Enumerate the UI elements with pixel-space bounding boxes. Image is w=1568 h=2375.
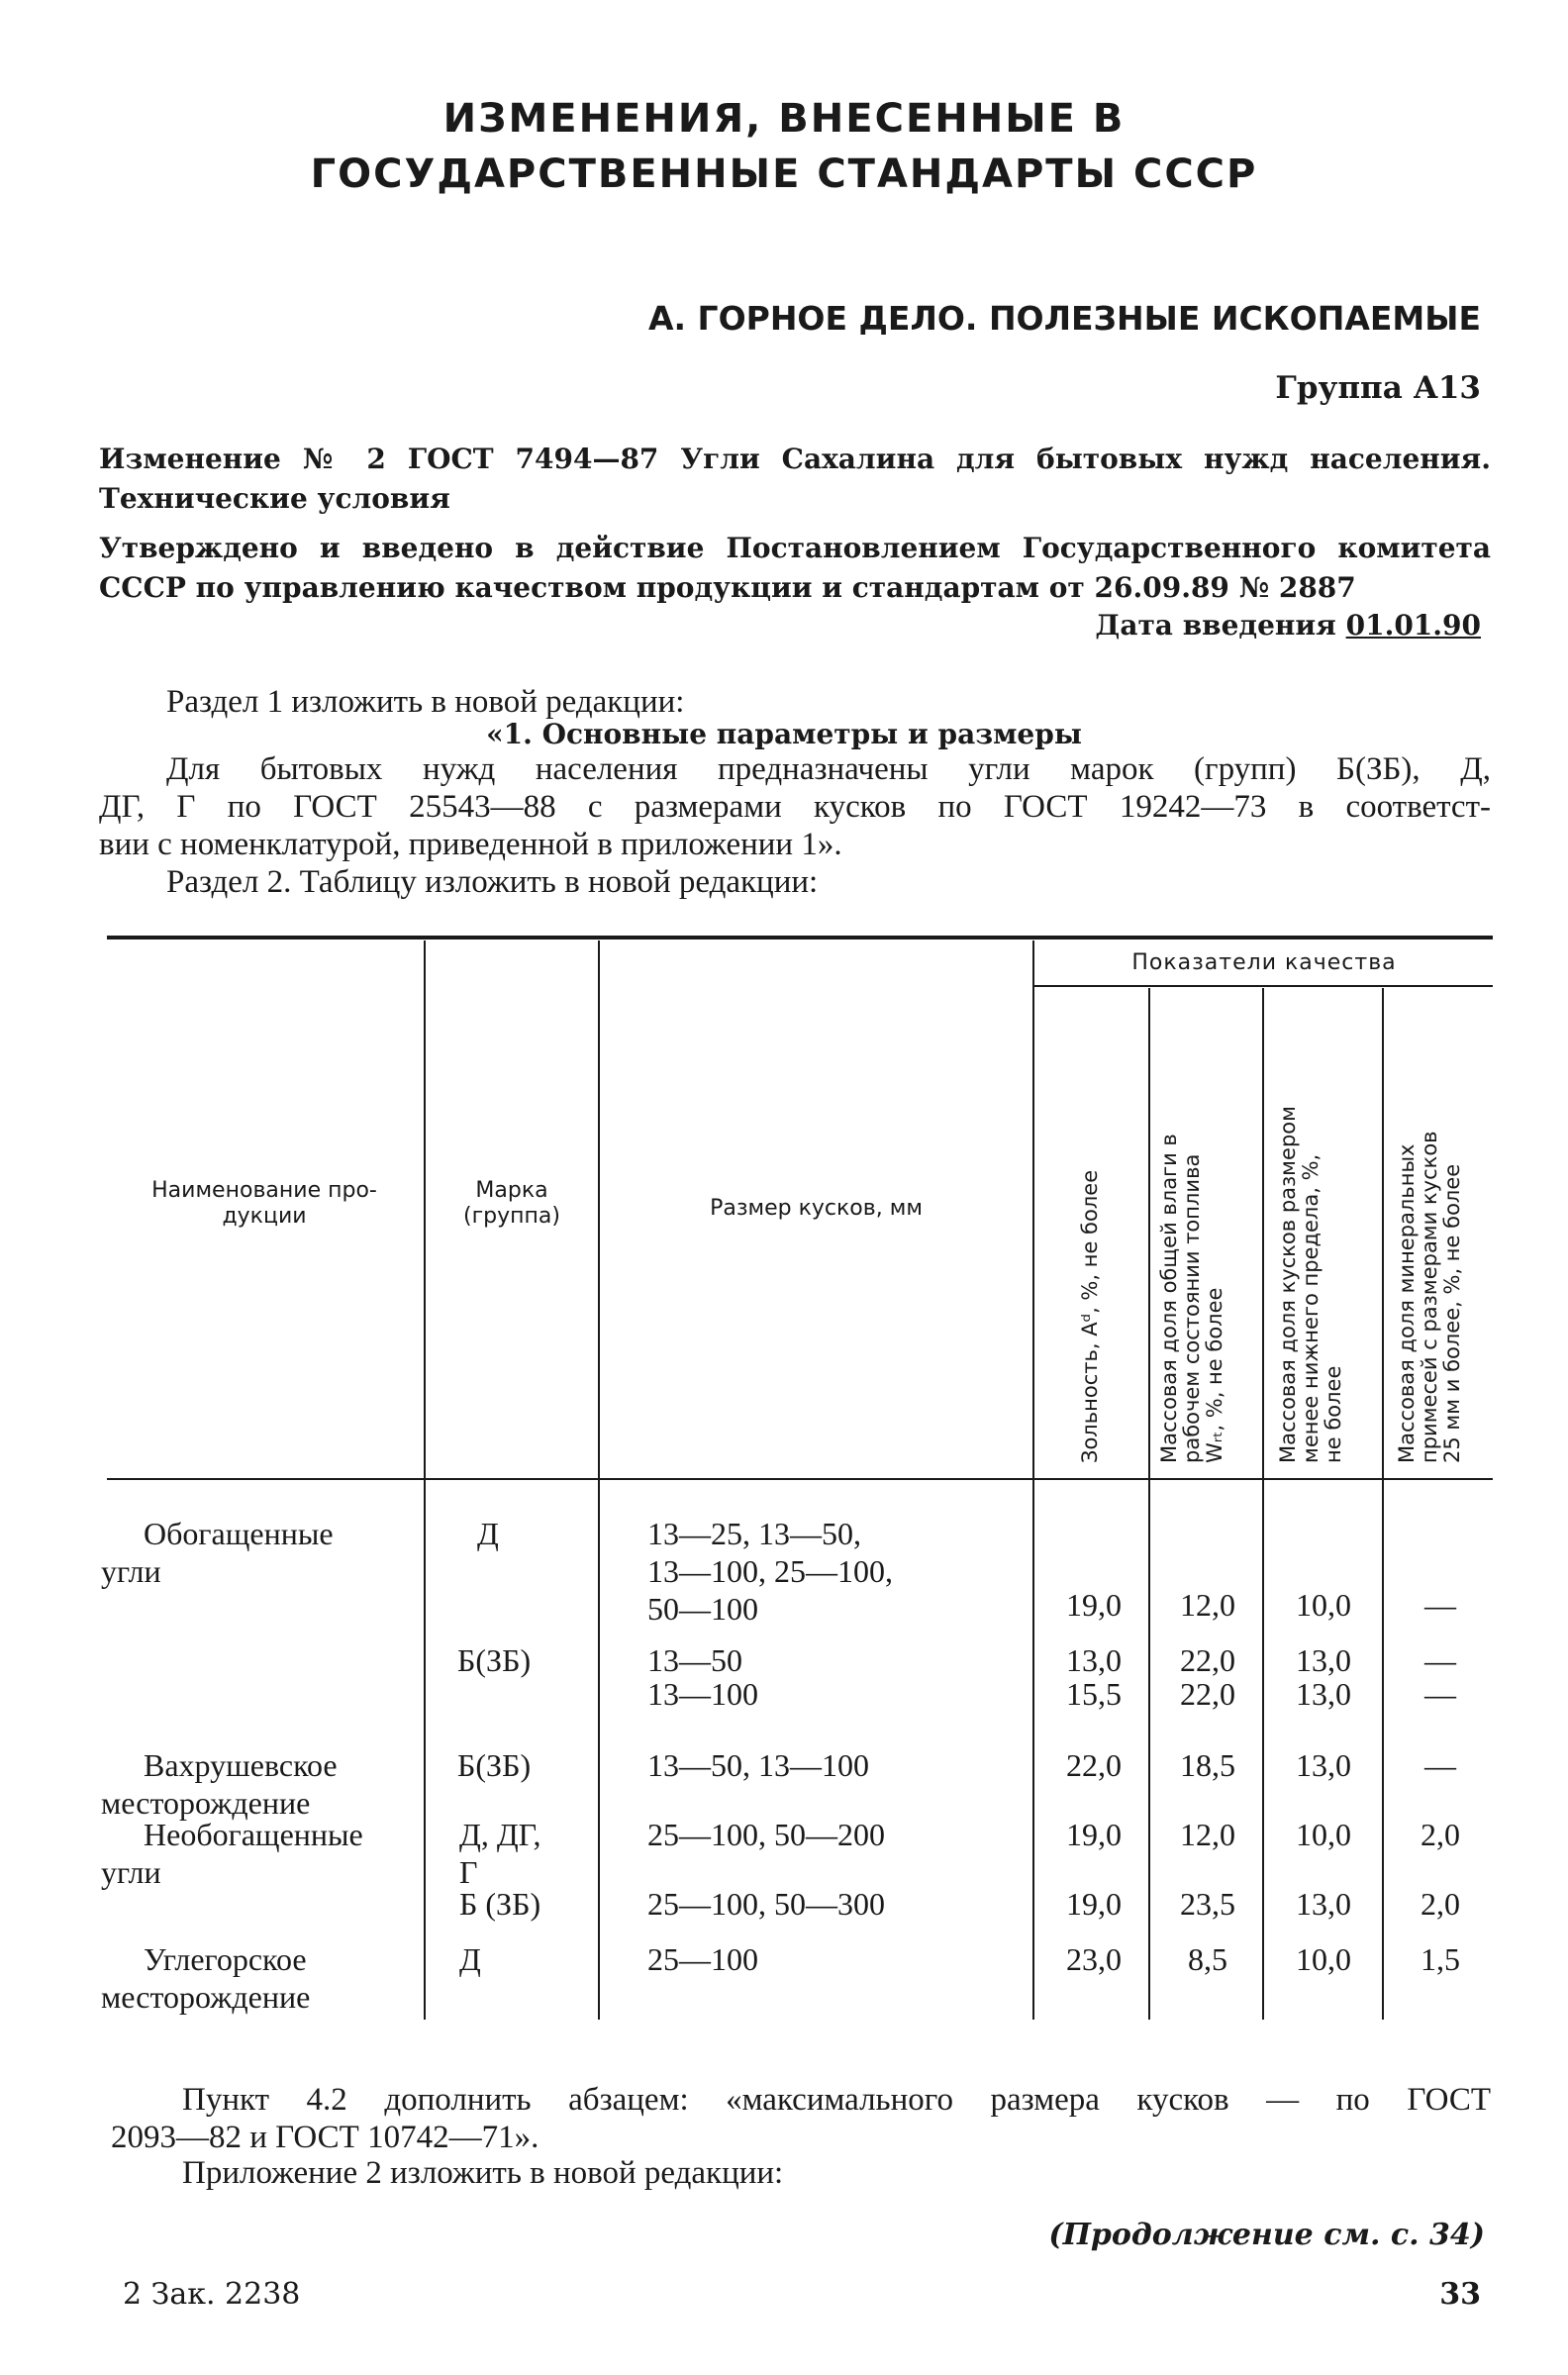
paragraph-2-line-2: ДГ, Г по ГОСТ 25543—88 с размерами кусков по ГОСТ 19242—73 в соответст- (99, 789, 1491, 825)
header-undersize-line-2: менее нижнего предела, %, (1299, 1153, 1323, 1463)
table-row-1-size-line-2: 13—100, 25—100, (647, 1553, 893, 1589)
order-number: 2 Зак. 2238 (123, 2277, 301, 2312)
table-col-divider-4 (1148, 988, 1150, 2020)
table-row-7-name (101, 1940, 311, 2016)
table-row-7-grade: Д (459, 1941, 481, 1977)
header-quality-indicators: Показатели качества (1131, 950, 1397, 975)
table-row-7-mineral: 1,5 (1421, 1941, 1460, 1977)
table-col-divider-6 (1382, 988, 1384, 2020)
table-row-7-moisture: 8,5 (1188, 1941, 1227, 1977)
page-title-line-1: ИЗМЕНЕНИЯ, ВНЕСЕННЫЕ В (442, 96, 1126, 142)
table-row-2-grade: Б(ЗБ) (457, 1642, 532, 1678)
table-row-4-moisture: 18,5 (1180, 1747, 1235, 1783)
header-undersize-line-1: Массовая доля кусков размером (1276, 1106, 1300, 1463)
table-row-5-undersize: 10,0 (1296, 1817, 1351, 1852)
paragraph-section-1: Раздел 1 изложить в новой редакции: (166, 684, 685, 720)
change-title-line-2: Технические условия (99, 482, 450, 515)
header-product-name-line-1: Наименование про- (151, 1178, 377, 1203)
table-row-1-name-line-2: угли (101, 1553, 161, 1589)
table-row-4-grade: Б(ЗБ) (457, 1747, 532, 1783)
table-group-rule (1033, 985, 1493, 987)
table-row-5-name-line-1: Необогащенные (144, 1817, 363, 1852)
table-row-6-undersize: 13,0 (1296, 1886, 1351, 1922)
table-row-5-mineral: 2,0 (1421, 1817, 1460, 1852)
table-col-divider-5 (1262, 988, 1264, 2020)
header-product-name-line-2: дукции (222, 1204, 307, 1229)
header-grade (426, 1178, 598, 1230)
table-row-7-name-line-2: месторождение (101, 1979, 311, 2015)
header-undersize-line-3: не более (1322, 1365, 1345, 1463)
table-row-3-size: 13—100 (647, 1676, 758, 1712)
page-number: 33 (1439, 2277, 1481, 2312)
header-moisture (1158, 1134, 1226, 1463)
table-row-3-ash: 15,5 (1066, 1676, 1122, 1712)
table-row-5-grade-line-2: Г (459, 1854, 478, 1890)
header-ash: Зольность, Aᵈ, %, не более (1078, 1169, 1102, 1463)
paragraph-5: Приложение 2 изложить в новой редакции: (182, 2155, 784, 2191)
change-title-line-1: Изменение № 2 ГОСТ 7494—87 Угли Сахалина для бытовых нужд населения. (99, 443, 1491, 475)
table-col-divider-1 (424, 940, 426, 2020)
continuation-note: (Продолжение см. с. 34) (1048, 2218, 1485, 2252)
header-moisture-line-3: Wᵣₜ, %, не более (1203, 1287, 1226, 1463)
table-header-rule (107, 1478, 1493, 1480)
table-row-1-name-line-1: Обогащенные (144, 1516, 334, 1551)
table-row-4-ash: 22,0 (1066, 1747, 1122, 1783)
table-row-6-size: 25—100, 50—300 (647, 1886, 885, 1922)
table-row-4-size: 13—50, 13—100 (647, 1747, 869, 1783)
table-row-5-grade-line-1: Д, ДГ, (459, 1817, 541, 1852)
table-col-divider-2 (598, 940, 600, 2020)
effective-date-label: Дата введения (1095, 609, 1336, 642)
approval-line-2: СССР по управлению качеством продукции и стандартам от 26.09.89 № 2887 (99, 571, 1356, 604)
group-label: Группа А13 (1275, 370, 1481, 406)
table-row-7-ash: 23,0 (1066, 1941, 1122, 1977)
table-row-1-undersize: 10,0 (1296, 1587, 1351, 1623)
header-moisture-line-1: Массовая доля общей влаги в (1157, 1134, 1181, 1463)
header-grade-line-2: (группа) (463, 1204, 560, 1229)
table-row-5-grade (459, 1816, 541, 1891)
table-row-1-moisture: 12,0 (1180, 1587, 1235, 1623)
table-row-1-mineral: — (1424, 1587, 1456, 1623)
table-row-7-name-line-1: Углегорское (144, 1941, 307, 1977)
table-row-6-moisture: 23,5 (1180, 1886, 1235, 1922)
table-top-rule (107, 936, 1493, 940)
table-row-2-ash: 13,0 (1066, 1642, 1122, 1678)
table-row-2-mineral: — (1424, 1642, 1456, 1678)
header-mineral-impurities (1396, 1131, 1464, 1463)
table-row-3-mineral: — (1424, 1676, 1456, 1712)
header-product-name (107, 1178, 422, 1230)
table-row-2-undersize: 13,0 (1296, 1642, 1351, 1678)
table-row-7-undersize: 10,0 (1296, 1941, 1351, 1977)
table-row-4-name (101, 1746, 338, 1822)
effective-date-value: 01.01.90 (1345, 609, 1481, 642)
table-row-4-mineral: — (1424, 1747, 1456, 1783)
paragraph-2-line-1: Для бытовых нужд населения предназначены угли марок (групп) Б(ЗБ), Д, (166, 751, 1491, 787)
table-col-divider-3 (1032, 940, 1034, 2020)
table-row-1-name (101, 1515, 334, 1590)
table-row-5-name (101, 1816, 363, 1891)
approval-line-1: Утверждено и введено в действие Постановлением Государственного комитета (99, 532, 1491, 564)
table-row-3-moisture: 22,0 (1180, 1676, 1235, 1712)
table-row-5-size: 25—100, 50—200 (647, 1817, 885, 1852)
paragraph-section-2: Раздел 2. Таблицу изложить в новой редакции: (166, 864, 819, 900)
table-row-5-name-line-2: угли (101, 1854, 161, 1890)
paragraph-2-line-3: вии с номенклатурой, приведенной в приложении 1». (99, 827, 842, 862)
table-row-6-grade: Б (ЗБ) (459, 1886, 541, 1922)
table-row-6-ash: 19,0 (1066, 1886, 1122, 1922)
header-moisture-line-2: рабочем состоянии топлива (1180, 1153, 1204, 1463)
table-row-1-size-line-3: 50—100 (647, 1591, 758, 1627)
table-row-1-size-line-1: 13—25, 13—50, (647, 1516, 861, 1551)
table-row-4-undersize: 13,0 (1296, 1747, 1351, 1783)
table-row-1-size (647, 1515, 893, 1628)
header-undersize (1277, 1106, 1345, 1463)
table-row-2-moisture: 22,0 (1180, 1642, 1235, 1678)
paragraph-4-line-1: Пункт 4.2 дополнить абзацем: «максимального размера кусков — по ГОСТ (182, 2082, 1491, 2118)
header-mineral-line-2: примесей с размерами кусков (1418, 1131, 1441, 1463)
table-row-1-grade: Д (477, 1516, 499, 1551)
table-row-5-ash: 19,0 (1066, 1817, 1122, 1852)
table-row-6-mineral: 2,0 (1421, 1886, 1460, 1922)
table-row-1-ash: 19,0 (1066, 1587, 1122, 1623)
section-1-heading: «1. Основные параметры и размеры (486, 718, 1082, 750)
header-lump-size: Размер кусков, мм (710, 1196, 923, 1221)
table-row-4-name-line-1: Вахрушевское (144, 1747, 338, 1783)
paragraph-4-line-2: 2093—82 и ГОСТ 10742—71». (111, 2120, 539, 2155)
table-row-2-size: 13—50 (647, 1642, 742, 1678)
page-title-line-2: ГОСУДАРСТВЕННЫЕ СТАНДАРТЫ СССР (310, 151, 1258, 197)
table-row-4-name-line-2: месторождение (101, 1785, 311, 1821)
section-heading: А. ГОРНОЕ ДЕЛО. ПОЛЕЗНЫЕ ИСКОПАЕМЫЕ (647, 299, 1481, 338)
table-row-5-moisture: 12,0 (1180, 1817, 1235, 1852)
table-row-3-undersize: 13,0 (1296, 1676, 1351, 1712)
header-mineral-line-3: 25 мм и более, %, не более (1440, 1163, 1464, 1463)
header-mineral-line-1: Массовая доля минеральных (1395, 1143, 1419, 1463)
table-row-7-size: 25—100 (647, 1941, 758, 1977)
header-grade-line-1: Марка (475, 1178, 548, 1203)
